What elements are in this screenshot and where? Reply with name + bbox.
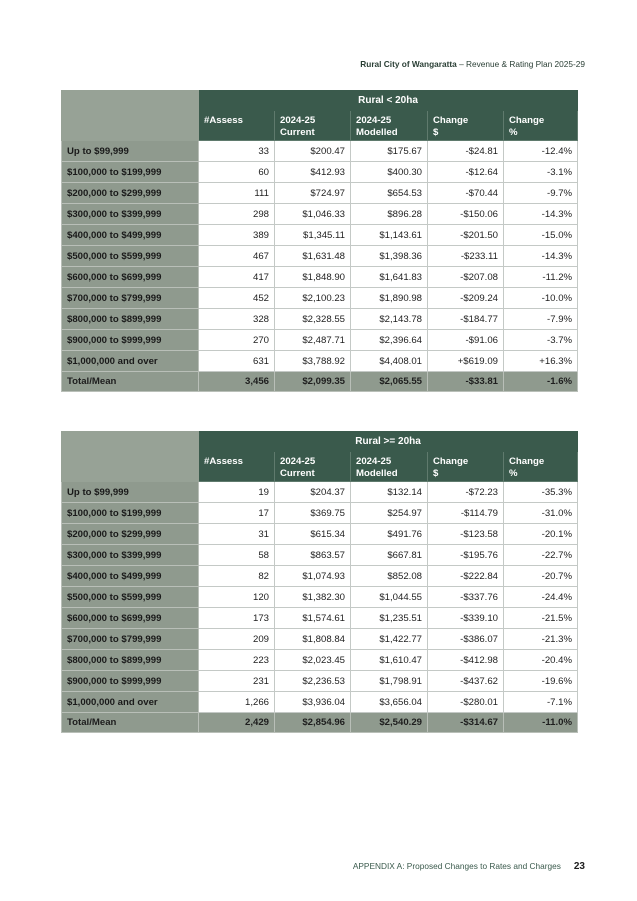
page-footer: [353, 861, 585, 872]
assess-cell: 452: [199, 288, 275, 309]
table-row: [62, 524, 578, 545]
current-cell: $1,574.61: [275, 608, 351, 629]
table-row: [62, 545, 578, 566]
change-percent-cell: -22.7%: [504, 545, 578, 566]
change-percent-cell: -12.4%: [504, 141, 578, 162]
total-change-dollar-cell: -$314.67: [428, 713, 504, 733]
change-percent-cell: -9.7%: [504, 183, 578, 204]
running-header: [360, 59, 585, 69]
modelled-cell: $1,798.91: [351, 671, 428, 692]
current-cell: $1,808.84: [275, 629, 351, 650]
col-header-change-percent: Change %: [504, 111, 578, 141]
current-cell: $1,631.48: [275, 246, 351, 267]
assess-cell: 33: [199, 141, 275, 162]
band-cell: $200,000 to $299,999: [62, 524, 199, 545]
rural-under-20ha-table: [61, 90, 578, 392]
current-cell: $3,936.04: [275, 692, 351, 713]
change-dollar-cell: -$12.64: [428, 162, 504, 183]
band-cell: $700,000 to $799,999: [62, 629, 199, 650]
current-cell: $2,023.45: [275, 650, 351, 671]
band-cell: $900,000 to $999,999: [62, 671, 199, 692]
total-band-cell: Total/Mean: [62, 372, 199, 392]
change-dollar-cell: -$209.24: [428, 288, 504, 309]
total-band-cell: Total/Mean: [62, 713, 199, 733]
change-percent-cell: -24.4%: [504, 587, 578, 608]
header-blank-cell: [62, 91, 199, 141]
assess-cell: 298: [199, 204, 275, 225]
modelled-cell: $1,235.51: [351, 608, 428, 629]
change-percent-cell: -14.3%: [504, 246, 578, 267]
current-cell: $2,328.55: [275, 309, 351, 330]
change-percent-cell: -3.1%: [504, 162, 578, 183]
modelled-cell: $1,398.36: [351, 246, 428, 267]
assess-cell: 223: [199, 650, 275, 671]
footer-appendix-title: APPENDIX A: Proposed Changes to Rates and Charges: [352, 861, 561, 871]
col-header-change-dollars: Change $: [428, 452, 504, 482]
modelled-cell: $654.53: [351, 183, 428, 204]
assess-cell: 209: [199, 629, 275, 650]
total-current-cell: $2,854.96: [275, 713, 351, 733]
current-cell: $863.57: [275, 545, 351, 566]
modelled-cell: $491.76: [351, 524, 428, 545]
col-header-change-percent: Change %: [504, 452, 578, 482]
change-dollar-cell: -$114.79: [428, 503, 504, 524]
band-cell: $300,000 to $399,999: [62, 545, 199, 566]
change-percent-cell: -11.2%: [504, 267, 578, 288]
table-row: [62, 650, 578, 671]
page-number: 23: [573, 861, 585, 872]
table-group-title: Rural < 20ha: [199, 91, 578, 111]
header-blank-cell: [62, 432, 199, 482]
assess-cell: 111: [199, 183, 275, 204]
current-cell: $369.75: [275, 503, 351, 524]
modelled-cell: $852.08: [351, 566, 428, 587]
change-dollar-cell: -$201.50: [428, 225, 504, 246]
current-cell: $1,382.30: [275, 587, 351, 608]
change-dollar-cell: -$412.98: [428, 650, 504, 671]
table-row: [62, 183, 578, 204]
band-cell: $900,000 to $999,999: [62, 330, 199, 351]
total-current-cell: $2,099.35: [275, 372, 351, 392]
assess-cell: 82: [199, 566, 275, 587]
table-row: [62, 692, 578, 713]
col-header-modelled: 2024-25 Modelled: [351, 111, 428, 141]
band-cell: Up to $99,999: [62, 482, 199, 503]
band-cell: $300,000 to $399,999: [62, 204, 199, 225]
modelled-cell: $896.28: [351, 204, 428, 225]
table-row: [62, 351, 578, 372]
assess-cell: 467: [199, 246, 275, 267]
assess-cell: 17: [199, 503, 275, 524]
change-dollar-cell: -$195.76: [428, 545, 504, 566]
change-percent-cell: -19.6%: [504, 671, 578, 692]
table-row: [62, 225, 578, 246]
change-percent-cell: -21.3%: [504, 629, 578, 650]
band-cell: $700,000 to $799,999: [62, 288, 199, 309]
current-cell: $1,345.11: [275, 225, 351, 246]
col-header-current: 2024-25 Current: [275, 452, 351, 482]
table-row: [62, 671, 578, 692]
change-percent-cell: -3.7%: [504, 330, 578, 351]
table-row: [62, 608, 578, 629]
modelled-cell: $1,143.61: [351, 225, 428, 246]
change-dollar-cell: +$619.09: [428, 351, 504, 372]
change-percent-cell: -14.3%: [504, 204, 578, 225]
change-dollar-cell: -$24.81: [428, 141, 504, 162]
rural-20ha-plus-table: [61, 431, 578, 733]
change-percent-cell: -7.1%: [504, 692, 578, 713]
change-dollar-cell: -$437.62: [428, 671, 504, 692]
current-cell: $615.34: [275, 524, 351, 545]
band-cell: $400,000 to $499,999: [62, 566, 199, 587]
table-row: [62, 246, 578, 267]
current-cell: $2,236.53: [275, 671, 351, 692]
total-change-percent-cell: -1.6%: [504, 372, 578, 392]
modelled-cell: $132.14: [351, 482, 428, 503]
col-header-change-dollars: Change $: [428, 111, 504, 141]
modelled-cell: $175.67: [351, 141, 428, 162]
assess-cell: 270: [199, 330, 275, 351]
assess-cell: 417: [199, 267, 275, 288]
change-percent-cell: -31.0%: [504, 503, 578, 524]
total-change-dollar-cell: -$33.81: [428, 372, 504, 392]
total-modelled-cell: $2,065.55: [351, 372, 428, 392]
table-row: [62, 503, 578, 524]
change-dollar-cell: -$233.11: [428, 246, 504, 267]
change-percent-cell: -20.1%: [504, 524, 578, 545]
change-dollar-cell: -$207.08: [428, 267, 504, 288]
band-cell: $100,000 to $199,999: [62, 503, 199, 524]
assess-cell: 58: [199, 545, 275, 566]
current-cell: $412.93: [275, 162, 351, 183]
total-modelled-cell: $2,540.29: [351, 713, 428, 733]
assess-cell: 1,266: [199, 692, 275, 713]
col-header-modelled: 2024-25 Modelled: [351, 452, 428, 482]
band-cell: $600,000 to $699,999: [62, 267, 199, 288]
assess-cell: 60: [199, 162, 275, 183]
change-dollar-cell: -$91.06: [428, 330, 504, 351]
assess-cell: 120: [199, 587, 275, 608]
table-row: [62, 309, 578, 330]
table-row: [62, 141, 578, 162]
current-cell: $2,487.71: [275, 330, 351, 351]
header-doc-title: – Revenue & Rating Plan 2025-29: [456, 59, 585, 69]
current-cell: $1,046.33: [275, 204, 351, 225]
change-dollar-cell: -$70.44: [428, 183, 504, 204]
assess-cell: 389: [199, 225, 275, 246]
change-dollar-cell: -$386.07: [428, 629, 504, 650]
modelled-cell: $667.81: [351, 545, 428, 566]
band-cell: $800,000 to $899,999: [62, 309, 199, 330]
change-dollar-cell: -$184.77: [428, 309, 504, 330]
change-percent-cell: -20.4%: [504, 650, 578, 671]
col-header-assess: #Assess: [199, 452, 275, 482]
header-org-name: Rural City of Wangaratta: [360, 59, 457, 69]
change-percent-cell: +16.3%: [504, 351, 578, 372]
modelled-cell: $2,143.78: [351, 309, 428, 330]
change-dollar-cell: -$123.58: [428, 524, 504, 545]
total-assess-cell: 3,456: [199, 372, 275, 392]
band-cell: $1,000,000 and over: [62, 692, 199, 713]
change-dollar-cell: -$150.06: [428, 204, 504, 225]
change-percent-cell: -35.3%: [504, 482, 578, 503]
change-percent-cell: -20.7%: [504, 566, 578, 587]
modelled-cell: $1,044.55: [351, 587, 428, 608]
table-row: [62, 162, 578, 183]
assess-cell: 173: [199, 608, 275, 629]
table-row: [62, 288, 578, 309]
band-cell: $500,000 to $599,999: [62, 246, 199, 267]
modelled-cell: $254.97: [351, 503, 428, 524]
change-percent-cell: -15.0%: [504, 225, 578, 246]
modelled-cell: $3,656.04: [351, 692, 428, 713]
current-cell: $200.47: [275, 141, 351, 162]
band-cell: Up to $99,999: [62, 141, 199, 162]
assess-cell: 328: [199, 309, 275, 330]
modelled-cell: $1,641.83: [351, 267, 428, 288]
current-cell: $204.37: [275, 482, 351, 503]
current-cell: $724.97: [275, 183, 351, 204]
change-percent-cell: -21.5%: [504, 608, 578, 629]
modelled-cell: $1,422.77: [351, 629, 428, 650]
total-change-percent-cell: -11.0%: [504, 713, 578, 733]
assess-cell: 19: [199, 482, 275, 503]
band-cell: $200,000 to $299,999: [62, 183, 199, 204]
change-dollar-cell: -$339.10: [428, 608, 504, 629]
assess-cell: 231: [199, 671, 275, 692]
band-cell: $800,000 to $899,999: [62, 650, 199, 671]
table-row: [62, 330, 578, 351]
change-percent-cell: -7.9%: [504, 309, 578, 330]
table-row: [62, 587, 578, 608]
col-header-assess: #Assess: [199, 111, 275, 141]
current-cell: $3,788.92: [275, 351, 351, 372]
total-row: [62, 713, 578, 733]
table-group-title: Rural >= 20ha: [199, 432, 578, 452]
change-dollar-cell: -$337.76: [428, 587, 504, 608]
table-row: [62, 482, 578, 503]
current-cell: $1,074.93: [275, 566, 351, 587]
modelled-cell: $400.30: [351, 162, 428, 183]
table-row: [62, 566, 578, 587]
band-cell: $600,000 to $699,999: [62, 608, 199, 629]
table-row: [62, 267, 578, 288]
change-dollar-cell: -$72.23: [428, 482, 504, 503]
modelled-cell: $2,396.64: [351, 330, 428, 351]
assess-cell: 631: [199, 351, 275, 372]
col-header-current: 2024-25 Current: [275, 111, 351, 141]
band-cell: $100,000 to $199,999: [62, 162, 199, 183]
total-assess-cell: 2,429: [199, 713, 275, 733]
modelled-cell: $1,610.47: [351, 650, 428, 671]
assess-cell: 31: [199, 524, 275, 545]
table-row: [62, 629, 578, 650]
change-dollar-cell: -$280.01: [428, 692, 504, 713]
current-cell: $1,848.90: [275, 267, 351, 288]
table-row: [62, 204, 578, 225]
current-cell: $2,100.23: [275, 288, 351, 309]
change-dollar-cell: -$222.84: [428, 566, 504, 587]
band-cell: $1,000,000 and over: [62, 351, 199, 372]
total-row: [62, 372, 578, 392]
modelled-cell: $1,890.98: [351, 288, 428, 309]
band-cell: $500,000 to $599,999: [62, 587, 199, 608]
band-cell: $400,000 to $499,999: [62, 225, 199, 246]
modelled-cell: $4,408.01: [351, 351, 428, 372]
change-percent-cell: -10.0%: [504, 288, 578, 309]
